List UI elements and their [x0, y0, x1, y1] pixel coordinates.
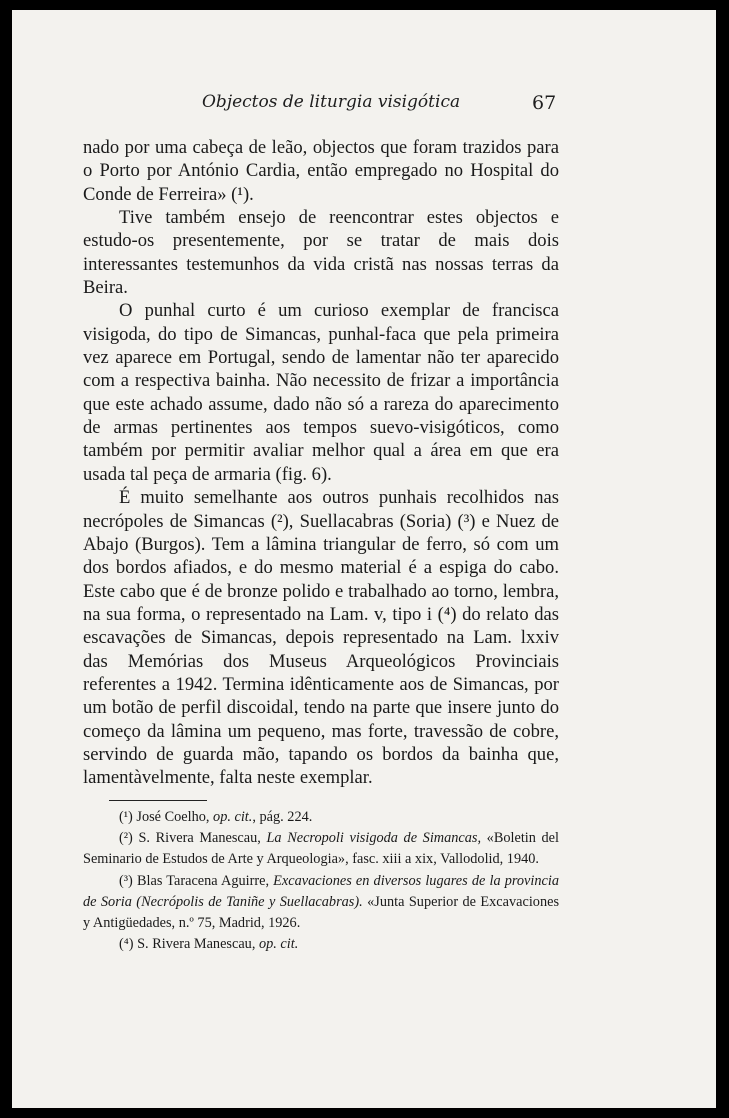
footnote-text: «Junta Superior de Excavaciones y Antigüedades, n.º 75, Madrid, 1926. — [83, 893, 560, 932]
footnote — [83, 934, 559, 955]
book-page — [12, 10, 716, 1108]
footnote-marker: (⁴) — [119, 936, 134, 953]
footnote-text: , pág. 224. — [252, 809, 313, 825]
footnotes — [83, 807, 559, 955]
paragraph: O punhal curto é um curioso exemplar de francisca visigoda, do tipo de Simancas, punhal-faca que pela primeira vez aparece em Portugal, sendo de lamentar não ter aparecido com a respectiva bainha. Não necessito de frizar a importância que este achado assume, dado não só a rareza do aparecimento de armas pertinentes aos tempos suevo-visigóticos, como também por permitir avaliar melhor qual a área em que era usada tal peça de armaria (fig. 6). — [83, 300, 559, 485]
footnote-text: «Boletin del Seminario de Estudos de Arte y Arqueologia», fasc. xiii a xix, Vallodolid, 1940. — [83, 830, 560, 868]
footnote-text: S. Rivera Manescau, — [138, 830, 267, 847]
paragraph: Tive também ensejo de reencontrar estes objectos e estudo-os presentemente, por se tratar de mais dois interessantes testemunhos da vida cristã nas nossas terras da Beira. — [83, 207, 559, 299]
footnote-divider — [109, 800, 207, 801]
footnote-italic: op. cit. — [258, 936, 299, 953]
footnote-text: S. Rivera Manescau, — [137, 936, 259, 953]
footnote-text: Blas Taracena Aguirre, — [136, 872, 274, 889]
footnote — [83, 828, 559, 870]
page-number: 67 — [532, 92, 557, 114]
footnote — [83, 871, 559, 935]
footnote-italic: La Necropoli visigoda de Simancas, — [266, 830, 482, 847]
footnote-marker: (²) — [119, 830, 133, 847]
footnote-marker: (¹) — [119, 809, 133, 825]
body-text — [83, 136, 559, 790]
footnote-italic: op. cit. — [213, 809, 253, 825]
running-title: Objectos de liturgia visigótica — [202, 92, 461, 112]
paragraph: É muito semelhante aos outros punhais recolhidos nas necrópoles de Simancas (²), Suellacabras (Soria) (³) e Nuez de Abajo (Burgos). Tem a lâmina triangular de ferro, só com um dos bordos afiados, e do mesmo material é a espiga do cabo. Este cabo que é de bronze polido e trabalhado ao torno, lembra, na sua forma, o representado na Lam. v, tipo i (⁴) do relato das escavações de Simancas, depois representado na Lam. lxxiv das Memórias dos Museus Arqueológicos Provinciais referentes a 1942. Termina idênticamente aos de Simancas, por um botão de perfil discoidal, tendo na parte que insere junto do começo da lâmina um pequeno, mas forte, travessão de cobre, servindo de guarda mão, tapando os bordos da bainha que, lamentàvelmente, falta neste exemplar. — [83, 487, 559, 789]
footnote-text: José Coelho, — [136, 809, 214, 825]
footnote-italic: Excavaciones en diversos lugares de la provincia de Soria (Necrópolis de Taniñe y Suellacabras). — [83, 872, 559, 910]
paragraph: nado por uma cabeça de leão, objectos que foram trazidos para o Porto por António Cardia, então empregado no Hospital do Conde de Ferreira» (¹). — [83, 137, 559, 205]
footnote-marker: (³) — [119, 872, 133, 889]
page-header — [12, 92, 716, 118]
footnote — [83, 807, 559, 828]
